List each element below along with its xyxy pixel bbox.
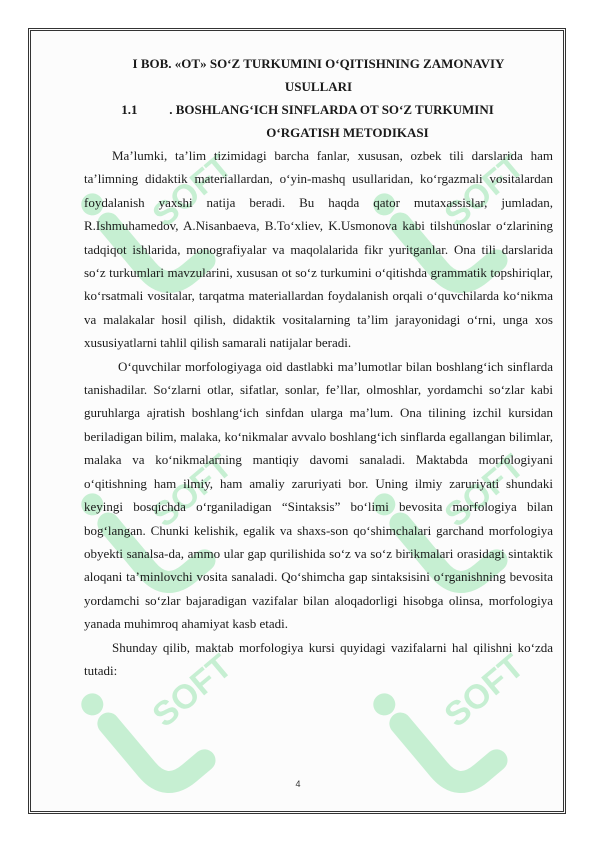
- paragraph-1: Ma’lumki, ta’lim tizimidagi barcha fanlar, xususan, ozbek tili darslarida ham ta’limning didaktik materiallardan, o‘yin-mashq usullaridan, ko‘rgazmali vositalardan foydalanish yaxshi natija beradi. Bu haqda qator mutaxassislar, jumladan, R.Ishmuhamedov, A.Nisanbaeva, B.To‘xliev, K.Usmonova kabi tilshunoslar o‘zlarining tadqiqot ishlarida, monografiyalar va maqolalarida fikr yuritganlar. Ona tili darslarida so‘z turkumlari mavzularini, xususan ot so‘z turkumini o‘qitishda grammatik topshiriqlar, ko‘rsatmali vositalar, tarqatma materiallardan foydalanish orqali o‘quvchilarda ko‘nikma va malakalar hosil qilish, didaktik vositalarning ta’lim jarayonidagi o‘rni, unga xos xususiyatlarni tahlil qilish samarali natijalar beradi.: [84, 148, 553, 351]
- section-title-line1: [84, 98, 553, 121]
- svg-text:SOFT: SOFT: [437, 647, 532, 735]
- svg-text:SOFT: SOFT: [145, 447, 240, 535]
- chapter-title-line1: I BOB. «OT» SO‘Z TURKUMINI O‘QITISHNING ZAMONAVIY: [132, 56, 505, 71]
- svg-text:SOFT: SOFT: [145, 647, 240, 735]
- page-number: 4: [295, 779, 301, 789]
- chapter-heading: [84, 52, 553, 144]
- paragraph-3: Shunday qilib, maktab morfologiya kursi quyidagi vazifalarni hal qilishni ko‘zda tutadi:: [84, 639, 553, 678]
- section-title-a: . BOSHLANG‘ICH SINFLARDA OT SO‘Z TURKUMINI: [169, 102, 494, 117]
- section-number: 1.1: [121, 102, 138, 117]
- chapter-title-line2: USULLARI: [284, 79, 353, 94]
- svg-text:SOFT: SOFT: [437, 447, 532, 535]
- document-body: [84, 52, 553, 682]
- svg-text:SOFT: SOFT: [437, 147, 532, 235]
- paragraph-2: O‘quvchilar morfologiyaga oid dastlabki ma’lumotlar bilan boshlang‘ich sinflarda tanishadilar. So‘zlarni otlar, sifatlar, sonlar, fe’llar, olmoshlar, yordamchi so‘zlar kabi guruhlarga ajratish boshlang‘ich sinfdan ularga ma’lum. Ona tilining izchil kursidan beriladigan bilim, malaka, ko‘nikmalar avvalo boshlang‘ich sinflarda egallangan bilimlar, malaka va ko‘nikmalarning mantiqiy davomi sanaladi. Maktabda morfologiyani o‘qitishning ham ilmiy, ham amaliy zaruriyati bor. Uning ilmiy zaruriyati shundaki keyingi bosqichda o‘rganiladigan “Sintaksis” bo‘limi bevosita morfologiya bilan bog‘langan. Chunki kelishik, egalik va shaxs-son qo‘shimchalari garchand morfologiya obyekti sanalsa-da, ammo ular gap qurilishida so‘z va so‘z birikmalari orasidagi sintaktik aloqani ta’minlovchi vosita sanaladi. Qo‘shimcha gap sintaksisini o‘rganishning bevosita yordamchi so‘zlar bajaradigan vazifalar bilan aloqadorligi hisobga olinsa, morfologiya yanada muhimroq ahamiyat kasb etadi.: [84, 358, 553, 632]
- svg-text:SOFT: SOFT: [145, 147, 240, 235]
- section-title-line2: O‘RGATISH METODIKASI: [266, 125, 429, 140]
